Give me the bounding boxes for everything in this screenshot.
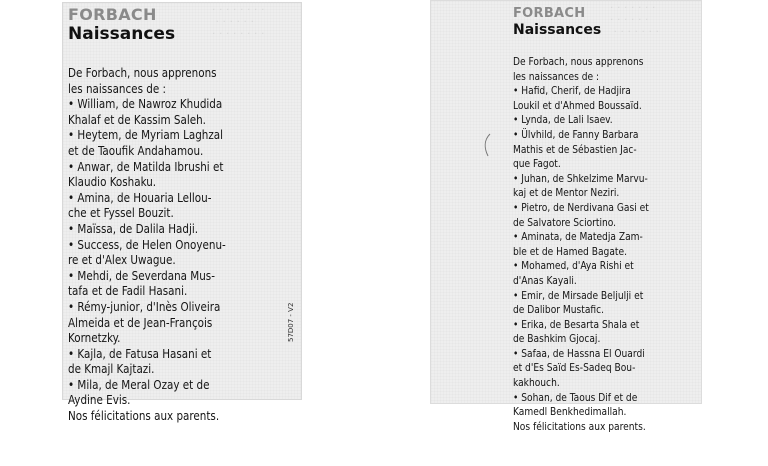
clipping-title: Naissances	[68, 24, 176, 44]
birth-announcement-text	[68, 65, 280, 424]
newspaper-clipping-left	[62, 2, 302, 424]
text-line: Mathis et de Sébastien Jac-	[513, 142, 637, 156]
birth-announcement-text	[513, 55, 693, 434]
text-line: • William, de Nawroz Khudida	[68, 96, 223, 112]
text-line: • Aminata, de Matedja Zam-	[513, 230, 643, 244]
text-line: • Pietro, de Nerdivana Gasi et	[513, 200, 649, 214]
text-line: d'Anas Kayali.	[513, 273, 577, 287]
text-line: les naissances de :	[68, 80, 167, 96]
text-line: Nos félicitations aux parents.	[68, 408, 220, 424]
clipping-town-heading: FORBACH	[68, 5, 157, 24]
text-line: Almeida et de Jean-François	[68, 314, 213, 330]
text-line: De Forbach, nous apprenons	[68, 65, 217, 80]
text-line: Aydine Evis.	[68, 392, 131, 408]
text-line: de Salvatore Sciortino.	[513, 215, 617, 229]
text-line: • Juhan, de Shkelzime Marvu-	[513, 171, 648, 185]
text-line: Khalaf et de Kassim Saleh.	[68, 111, 206, 127]
show-through-text: · · · · · · · · · · · · · · · · · · · · · ·	[212, 3, 265, 40]
text-line: • Sohan, de Taous Dif et de	[513, 390, 638, 404]
text-line: • Anwar, de Matilda Ibrushi et	[68, 158, 224, 174]
text-line: • Safaa, de Hassna El Ouardi	[513, 346, 645, 360]
text-line: Nos félicitations aux parents.	[513, 419, 646, 433]
clipping-town-heading: FORBACH	[513, 6, 586, 21]
newspaper-clipping-right	[430, 0, 702, 433]
text-line: Kornetzky.	[68, 330, 121, 346]
text-line: et de Taoufik Andahamou.	[68, 142, 204, 158]
text-line: De Forbach, nous apprenons	[513, 55, 644, 68]
text-line: de Kmajl Kajtazi.	[68, 361, 155, 377]
text-line: • Kajla, de Fatusa Hasani et	[68, 345, 212, 361]
text-line: che et Fyssel Bouzit.	[68, 205, 174, 221]
text-line: • Ülvhild, de Fanny Barbara	[513, 127, 639, 141]
text-line: que Fagot.	[513, 157, 561, 171]
text-line: les naissances de :	[513, 69, 600, 83]
text-line: • Mehdi, de Severdana Mus-	[68, 267, 215, 283]
text-line: • Emir, de Mirsade Beljulji et	[513, 288, 644, 302]
text-line: re et d'Alex Uwague.	[68, 252, 176, 268]
text-line: de Dalibor Mustafic.	[513, 303, 605, 317]
clipping-title: Naissances	[513, 22, 602, 38]
text-line: ble et de Hamed Bagate.	[513, 244, 627, 258]
text-line: • Hafid, Cherif, de Hadjira	[513, 84, 631, 98]
text-line: • Heytem, de Myriam Laghzal	[68, 127, 224, 143]
text-line: kakhouch.	[513, 376, 560, 390]
text-line: Loukil et d'Ahmed Boussaïd.	[513, 98, 642, 112]
text-line: Klaudio Koshaku.	[68, 174, 157, 190]
text-line: • Mohamed, d'Aya Rishi et	[513, 259, 634, 273]
text-line: • Lynda, de Lali Isaev.	[513, 113, 613, 127]
text-line: kaj et de Mentor Neziri.	[513, 186, 620, 200]
text-line: • Mila, de Meral Ozay et de	[68, 376, 210, 392]
page-code: 57D07 - V2	[287, 302, 295, 342]
text-line: et d'Es Saïd Es-Sadeq Bou-	[513, 361, 636, 375]
text-line: • Success, de Helen Onoyenu-	[68, 236, 226, 252]
pen-mark-icon	[482, 132, 494, 158]
text-line: • Maïssa, de Dalila Hadji.	[68, 220, 198, 236]
text-line: tafa et de Fadil Hasani.	[68, 283, 188, 299]
show-through-text: · · · · · · · · · · · · · · · · · · · ·	[610, 1, 659, 38]
text-line: • Rémy-junior, d'Inès Oliveira	[68, 298, 221, 314]
text-line: • Erika, de Besarta Shala et	[513, 317, 640, 331]
text-line: de Bashkim Gjocaj.	[513, 332, 601, 346]
text-line: • Amina, de Houaria Lellou-	[68, 189, 212, 205]
text-line: Kamedl Benkhedimallah.	[513, 405, 627, 419]
